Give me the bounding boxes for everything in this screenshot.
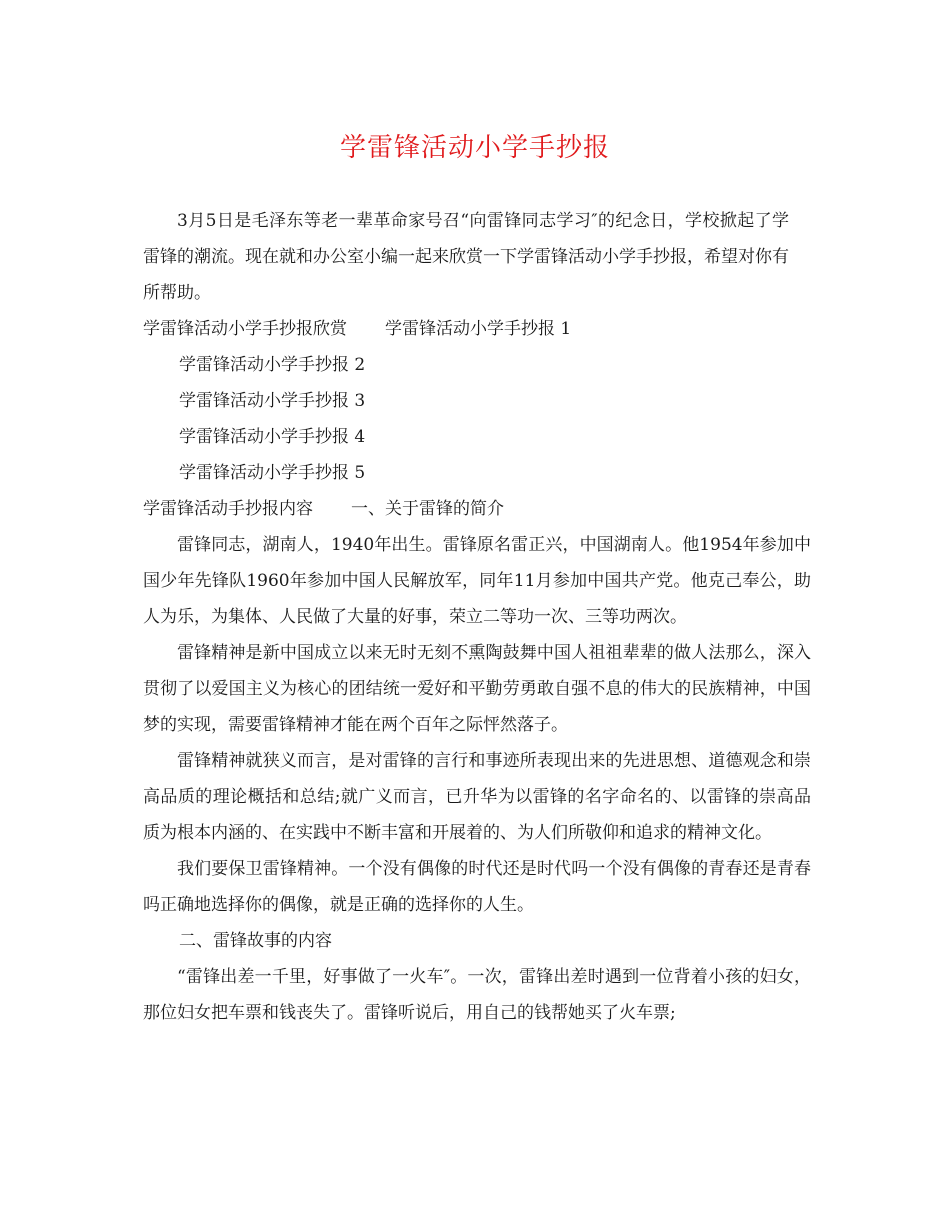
gallery-heading-line <box>143 311 811 347</box>
body-paragraph: 雷锋同志，湖南人，1940年出生。雷锋原名雷正兴，中国湖南人。他1954年参加中国少年先锋队1960年参加中国人民解放军，同年11月参加中国共产党。他克己奉公，助人为乐，为集体、人民做了大量的好事，荣立二等功一次、三等功两次。 <box>143 535 811 627</box>
body-paragraph: 我们要保卫雷锋精神。一个没有偶像的时代还是时代吗一个没有偶像的青春还是青春吗正确地选择你的偶像，就是正确的选择你的人生。 <box>143 859 811 915</box>
document-body <box>143 203 811 1031</box>
intro-paragraph: 3月5日是毛泽东等老一辈革命家号召“向雷锋同志学习″的纪念日，学校掀起了学雷锋的潮流。现在就和办公室小编一起来欣赏一下学雷锋活动小学手抄报，希望对你有所帮助。 <box>143 211 789 303</box>
content-heading: 学雷锋活动手抄报内容 <box>143 499 313 519</box>
gallery-item: 学雷锋活动小学手抄报 5 <box>179 463 366 483</box>
section-heading: 二、雷锋故事的内容 <box>179 931 332 951</box>
document-title: 学雷锋活动小学手抄报 <box>339 133 610 163</box>
gallery-item: 学雷锋活动小学手抄报 1 <box>385 319 572 339</box>
gallery-item: 学雷锋活动小学手抄报 2 <box>179 355 366 375</box>
body-paragraph: 雷锋精神就狭义而言，是对雷锋的言行和事迹所表现出来的先进思想、道德观念和崇高品质的理论概括和总结;就广义而言，已升华为以雷锋的名字命名的、以雷锋的崇高品质为根本内涵的、在实践中不断丰富和开展着的、为人们所敬仰和追求的精神文化。 <box>143 751 811 843</box>
gallery-heading: 学雷锋活动小学手抄报欣赏 <box>143 319 347 339</box>
gallery-item: 学雷锋活动小学手抄报 3 <box>179 391 366 411</box>
body-paragraph: 雷锋精神是新中国成立以来无时无刻不熏陶鼓舞中国人祖祖辈辈的做人法那么，深入贯彻了以爱国主义为核心的团结统一爱好和平勤劳勇敢自强不息的伟大的民族精神，中国梦的实现，需要雷锋精神才能在两个百年之际怦然落子。 <box>143 643 811 735</box>
section-heading: 一、关于雷锋的简介 <box>351 499 504 519</box>
content-heading-line <box>143 491 811 527</box>
body-paragraph: “雷锋出差一千里，好事做了一火车″。一次，雷锋出差时遇到一位背着小孩的妇女，那位妇女把车票和钱丧失了。雷锋听说后，用自己的钱帮她买了火车票; <box>143 967 811 1023</box>
gallery-item: 学雷锋活动小学手抄报 4 <box>179 427 366 447</box>
